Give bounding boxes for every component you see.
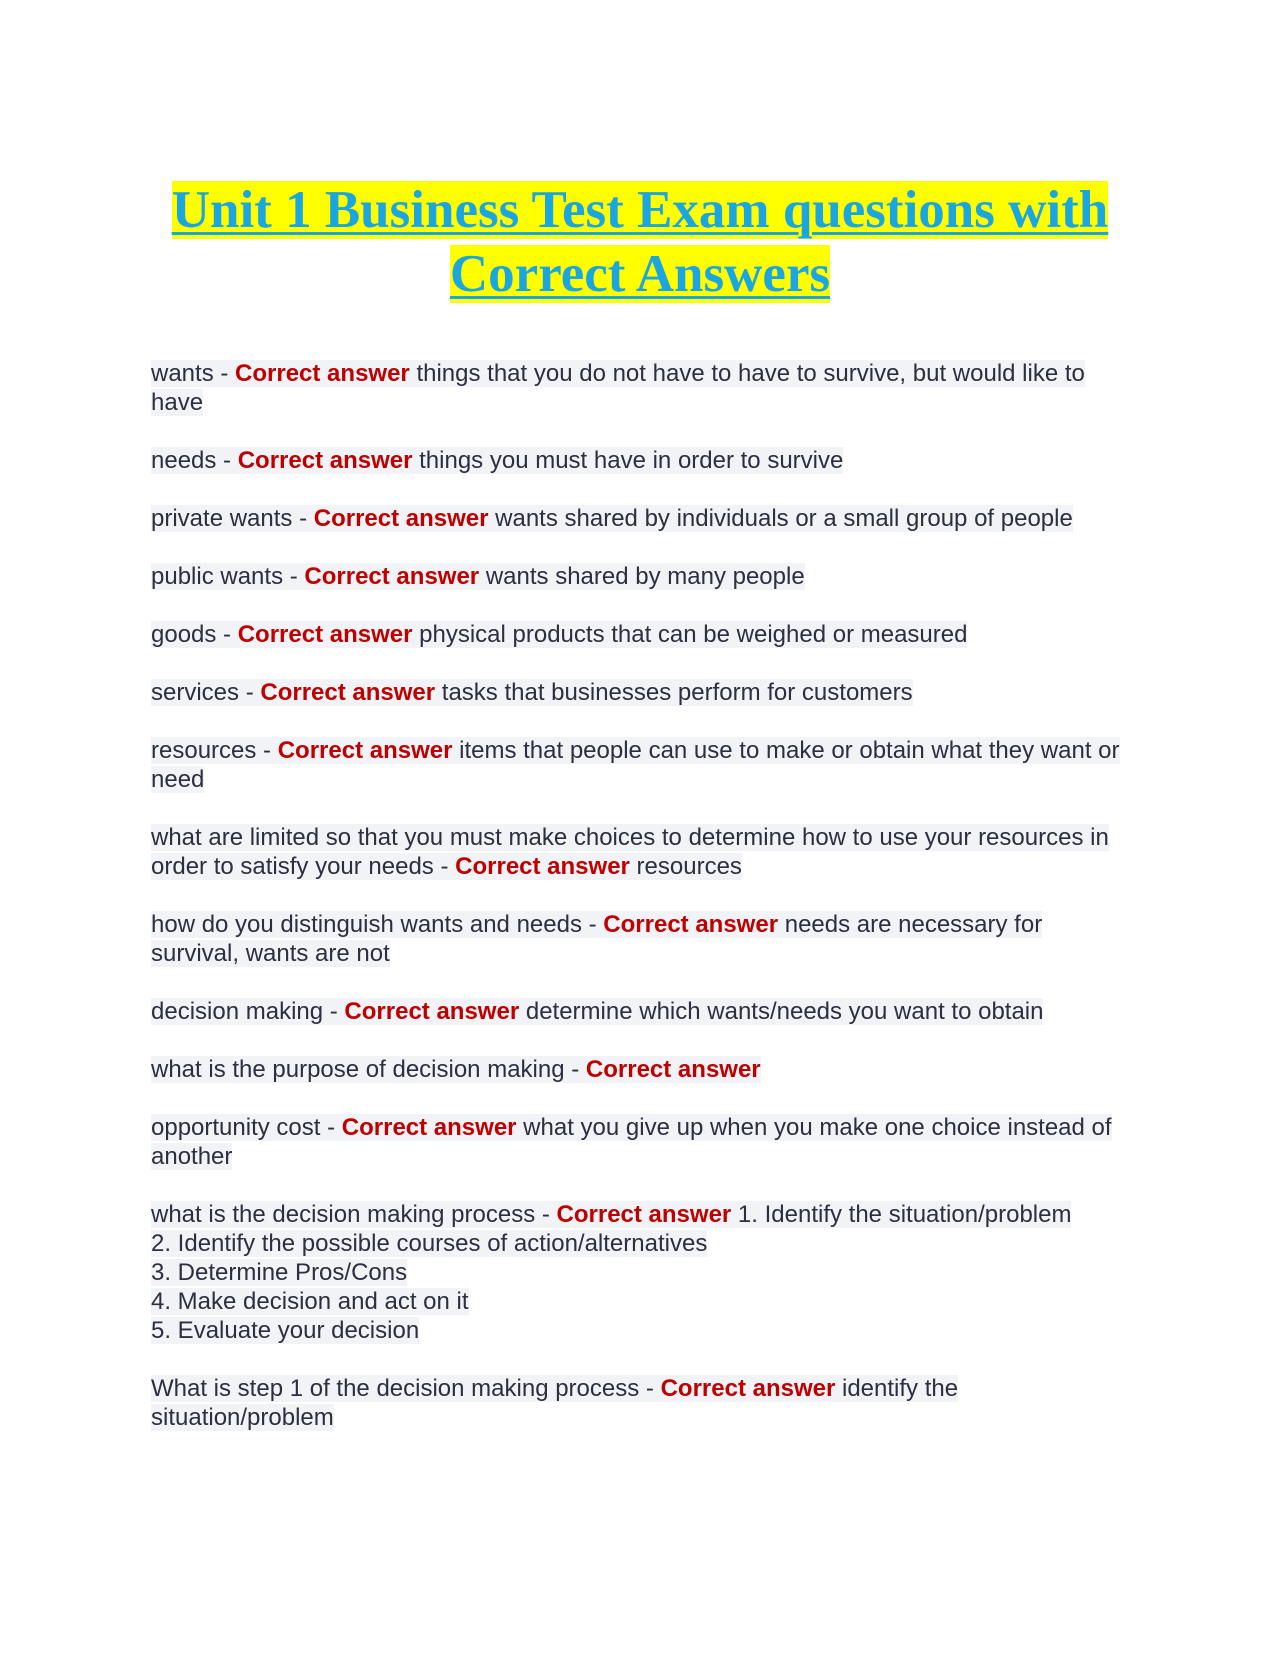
qa-item <box>151 1200 1136 1345</box>
qa-term: what is the decision making process - <box>151 1201 557 1228</box>
qa-answer: physical products that can be weighed or measured <box>412 621 968 648</box>
qa-answer: things that you do not have to have to survive, but would like to have <box>151 360 1085 416</box>
qa-term: public wants - <box>151 563 305 590</box>
qa-answer: wants shared by individuals or a small group of people <box>488 505 1073 532</box>
qa-item <box>151 620 1136 649</box>
correct-answer-label: Correct answer <box>313 505 489 532</box>
qa-item <box>151 359 1136 417</box>
qa-term: services - <box>151 679 261 706</box>
qa-item <box>151 446 1136 475</box>
qa-term: how do you distinguish wants and needs - <box>151 911 604 938</box>
correct-answer-label: Correct answer <box>260 679 436 706</box>
qa-answer: determine which wants/needs you want to obtain <box>519 998 1044 1025</box>
qa-answer: things you must have in order to survive <box>412 447 844 474</box>
qa-list <box>151 359 1136 1461</box>
qa-term: what are limited so that you must make choices to determine how to use your resources in order to satisfy your needs - <box>151 824 1109 880</box>
correct-answer-label: Correct answer <box>235 360 410 387</box>
correct-answer-label: Correct answer <box>556 1201 732 1228</box>
qa-item <box>151 1113 1136 1171</box>
qa-answer: needs are necessary for survival, wants are not <box>151 911 1043 967</box>
qa-item <box>151 504 1136 533</box>
qa-answer: wants shared by many people <box>479 563 805 590</box>
qa-item <box>151 562 1136 591</box>
correct-answer-label: Correct answer <box>585 1056 761 1083</box>
qa-item <box>151 678 1136 707</box>
qa-item <box>151 823 1136 881</box>
correct-answer-label: Correct answer <box>304 563 480 590</box>
qa-item <box>151 736 1136 794</box>
qa-term: resources - <box>151 737 278 764</box>
correct-answer-label: Correct answer <box>277 737 453 764</box>
qa-answer: what you give up when you make one choice instead of another <box>151 1114 1112 1170</box>
correct-answer-label: Correct answer <box>344 998 520 1025</box>
title-line-2: Correct Answers <box>449 245 831 303</box>
qa-term: opportunity cost - <box>151 1114 342 1141</box>
correct-answer-label: Correct answer <box>237 621 413 648</box>
qa-answer: items that people can use to make or obtain what they want or need <box>151 737 1120 793</box>
title-line-1: Unit 1 Business Test Exam questions with <box>171 181 1109 239</box>
qa-answer: identify the situation/problem <box>151 1375 959 1431</box>
qa-term: needs - <box>151 447 238 474</box>
qa-answer: 1. Identify the situation/problem 2. Identify the possible courses of action/alternatives 3. Determine Pros/Cons 4. Make decision and act on it 5. Evaluate your decision <box>151 1201 1072 1344</box>
qa-term: goods - <box>151 621 238 648</box>
qa-term: what is the purpose of decision making - <box>151 1056 586 1083</box>
correct-answer-label: Correct answer <box>660 1375 836 1402</box>
qa-term: decision making - <box>151 998 345 1025</box>
correct-answer-label: Correct answer <box>237 447 413 474</box>
qa-answer: tasks that businesses perform for customers <box>435 679 913 706</box>
document-title <box>120 178 1160 306</box>
qa-answer: resources <box>629 853 742 880</box>
qa-item <box>151 910 1136 968</box>
qa-term: wants - <box>151 360 236 387</box>
correct-answer-label: Correct answer <box>603 911 779 938</box>
qa-term: private wants - <box>151 505 314 532</box>
correct-answer-label: Correct answer <box>455 853 630 880</box>
correct-answer-label: Correct answer <box>341 1114 517 1141</box>
qa-item <box>151 1374 1136 1432</box>
qa-item <box>151 1055 1136 1084</box>
qa-term: What is step 1 of the decision making process - <box>151 1375 661 1402</box>
qa-item <box>151 997 1136 1026</box>
